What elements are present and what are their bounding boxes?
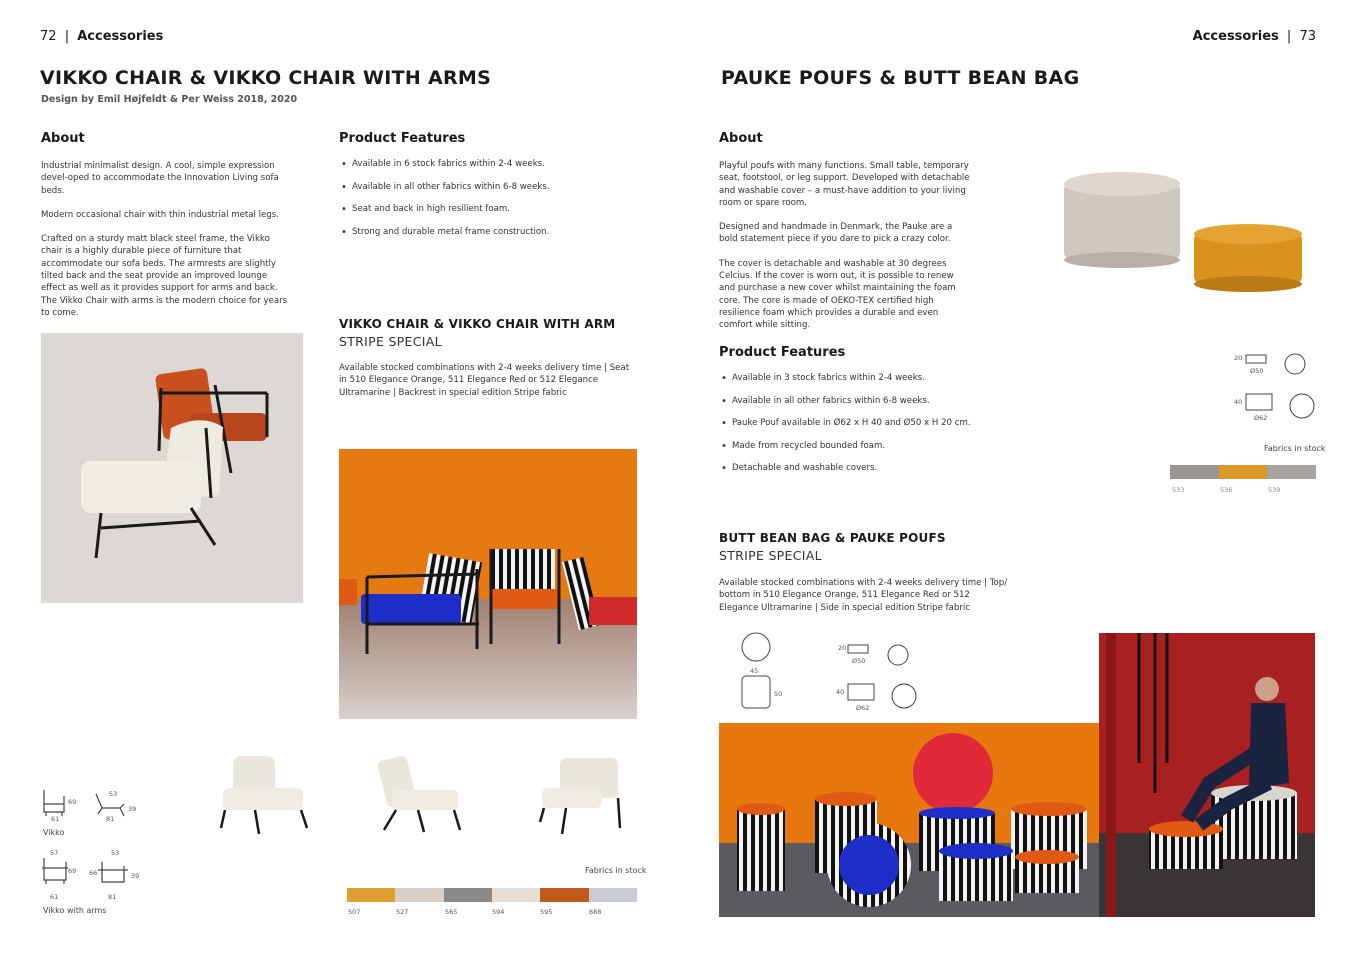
dim-label: 57 (50, 849, 59, 857)
vikko-chair-side-image (374, 752, 464, 836)
right-section-label: Accessories (1192, 29, 1279, 44)
dim-label: 20 (838, 644, 847, 652)
list-item: • Available in all other fabrics within 6-8 weeks. (339, 182, 639, 192)
right-page-number: 73 (1299, 29, 1316, 44)
dim-label: 81 (108, 893, 117, 901)
dim-label: 50 (774, 690, 783, 698)
right-about-p1: Playful poufs with many functions. Small table, temporary seat, footstool, or leg support. Developed with detachable and washable cover – a must-have addition to your living room or spare room. (719, 161, 970, 208)
woman-on-pouf-photo (1099, 633, 1315, 917)
left-section-label: Accessories (77, 29, 164, 44)
dim-label: 53 (109, 790, 118, 798)
dim-label: 69 (68, 867, 77, 875)
list-item: • Seat and back in high resilient foam. (339, 204, 639, 214)
right-special-title: BUTT BEAN BAG & PAUKE POUFS (719, 531, 946, 545)
dim-label: 81 (106, 815, 115, 823)
left-about-text (41, 160, 293, 331)
list-item: • Strong and durable metal frame construction. (339, 227, 639, 237)
left-features-list (339, 159, 639, 249)
fabric-swatch (347, 888, 395, 902)
dim-label: 69 (68, 798, 77, 806)
left-page-title: VIKKO CHAIR & VIKKO CHAIR WITH ARMS (40, 67, 492, 89)
left-special-text: Available stocked combinations with 2-4 weeks delivery time | Seat in 510 Elegance Orange, 511 Elegance Red or 512 Elegance Ultramarine | Backrest in special edition Stripe fabric (339, 363, 630, 398)
left-about-p3: Crafted on a sturdy matt black steel frame, the Vikko chair is a highly durable piece of furniture that accommodate our sofa beds. The armrests are slightly tilted back and the seat provide an improved lounge effect as well as it provides support for arms and back. The Vikko Chair with arms is the modern choice for years to come. (41, 234, 288, 318)
left-about-p1: Industrial minimalist design. A cool, simple expression devel-oped to accommodate the Innovation Living sofa beds. (41, 161, 279, 196)
fabric-swatch (1219, 465, 1268, 479)
fabric-swatch (1267, 465, 1316, 479)
dim-label: 66 (89, 869, 98, 877)
left-about-heading: About (41, 131, 85, 146)
right-special-subtitle: STRIPE SPECIAL (719, 548, 822, 563)
designer-credit: Design by Emil Højfeldt & Per Weiss 2018, 2020 (41, 94, 298, 105)
dim-label: Ø50 (852, 657, 866, 665)
right-page-title: PAUKE POUFS & BUTT BEAN BAG (721, 67, 1080, 89)
dim-label: Ø62 (1254, 414, 1268, 422)
list-item: • Available in all other fabrics within 6-8 weeks. (719, 396, 1019, 406)
dim-label: 45 (750, 667, 759, 675)
dim-label: 61 (50, 893, 59, 901)
fabric-code: 688 (589, 908, 602, 916)
dim-label: 40 (1234, 398, 1243, 406)
dim-label: 39 (131, 872, 140, 880)
vikko-chair-front-image (215, 752, 310, 836)
fabric-code: 533 (1172, 486, 1185, 494)
right-fabrics-label: Fabrics in stock (1264, 444, 1326, 453)
vikko-arms-label: Vikko with arms (43, 906, 107, 915)
fabric-swatch (589, 888, 637, 902)
list-item: • Available in 3 stock fabrics within 2-4 weeks. (719, 373, 1019, 383)
stripe-chairs-photo (339, 449, 637, 719)
fabric-swatch (540, 888, 588, 902)
right-features-list (719, 373, 1019, 486)
right-about-p3: The cover is detachable and washable at 30 degrees Celcius. If the cover is worn out, it is possible to renew and purchase a new cover whilst maintaining the foam core. The core is made of OEKO-TEX certified high resilience foam which provides a durable and even comfort while sitting. (719, 258, 956, 331)
fabric-code: 565 (445, 908, 458, 916)
left-page-number: 72 (40, 29, 57, 44)
right-page-header: Accessories | 73 (1192, 29, 1316, 44)
fabric-swatch (444, 888, 492, 902)
dim-label: 53 (111, 849, 120, 857)
right-about-p2: Designed and handmade in Denmark, the Pauke are a bold statement piece if you dare to pick a crazy color. (719, 222, 953, 245)
left-about-p2: Modern occasional chair with thin industrial metal legs. (41, 209, 279, 220)
dim-label: 40 (836, 688, 845, 696)
vikko-chair-back-image (536, 752, 626, 836)
fabric-code: 595 (540, 908, 553, 916)
fabric-code: 507 (348, 908, 361, 916)
list-item: • Made from recycled bounded foam. (719, 441, 1019, 451)
dim-label: Ø50 (1250, 367, 1264, 375)
left-features-heading: Product Features (339, 131, 466, 146)
dim-label: Ø62 (856, 704, 870, 712)
right-features-heading: Product Features (719, 345, 846, 360)
list-item: • Available in 6 stock fabrics within 2-4 weeks. (339, 159, 639, 169)
left-special-title: VIKKO CHAIR & VIKKO CHAIR WITH ARM (339, 317, 616, 331)
left-special-subtitle: STRIPE SPECIAL (339, 334, 442, 349)
fabric-code: 527 (396, 908, 409, 916)
left-page-header: 72 | Accessories (40, 29, 164, 44)
stripe-poufs-photo (719, 723, 1099, 917)
bean-bag-dimension-drawings (734, 628, 924, 718)
left-fabrics-label: Fabrics in stock (585, 866, 647, 875)
vikko-label: Vikko (43, 828, 65, 837)
left-fabric-swatches (347, 888, 637, 904)
vikko-chairs-photo (41, 333, 303, 603)
list-item: • Detachable and washable covers. (719, 463, 1019, 473)
right-about-heading: About (719, 131, 763, 146)
dim-label: 20 (1234, 354, 1243, 362)
fabric-swatch (1170, 465, 1219, 479)
fabric-code: 536 (1220, 486, 1233, 494)
pouf-dimension-drawings (1232, 350, 1316, 426)
pauke-poufs-image (1058, 170, 1308, 300)
right-special-text: Available stocked combinations with 2-4 weeks delivery time | Top/ bottom in 510 Elegance Orange, 511 Elegance Red or 512 Elegance Ultramarine | Side in special edition Stripe fabric (719, 578, 1008, 613)
dim-label: 39 (128, 805, 137, 813)
fabric-code: 539 (1268, 486, 1281, 494)
dim-label: 61 (51, 815, 60, 823)
fabric-code: 594 (492, 908, 505, 916)
list-item: • Pauke Pouf available in Ø62 x H 40 and Ø50 x H 20 cm. (719, 418, 1019, 428)
right-fabric-swatches (1170, 465, 1316, 481)
fabric-swatch (492, 888, 540, 902)
fabric-swatch (395, 888, 443, 902)
right-about-text (719, 160, 971, 344)
